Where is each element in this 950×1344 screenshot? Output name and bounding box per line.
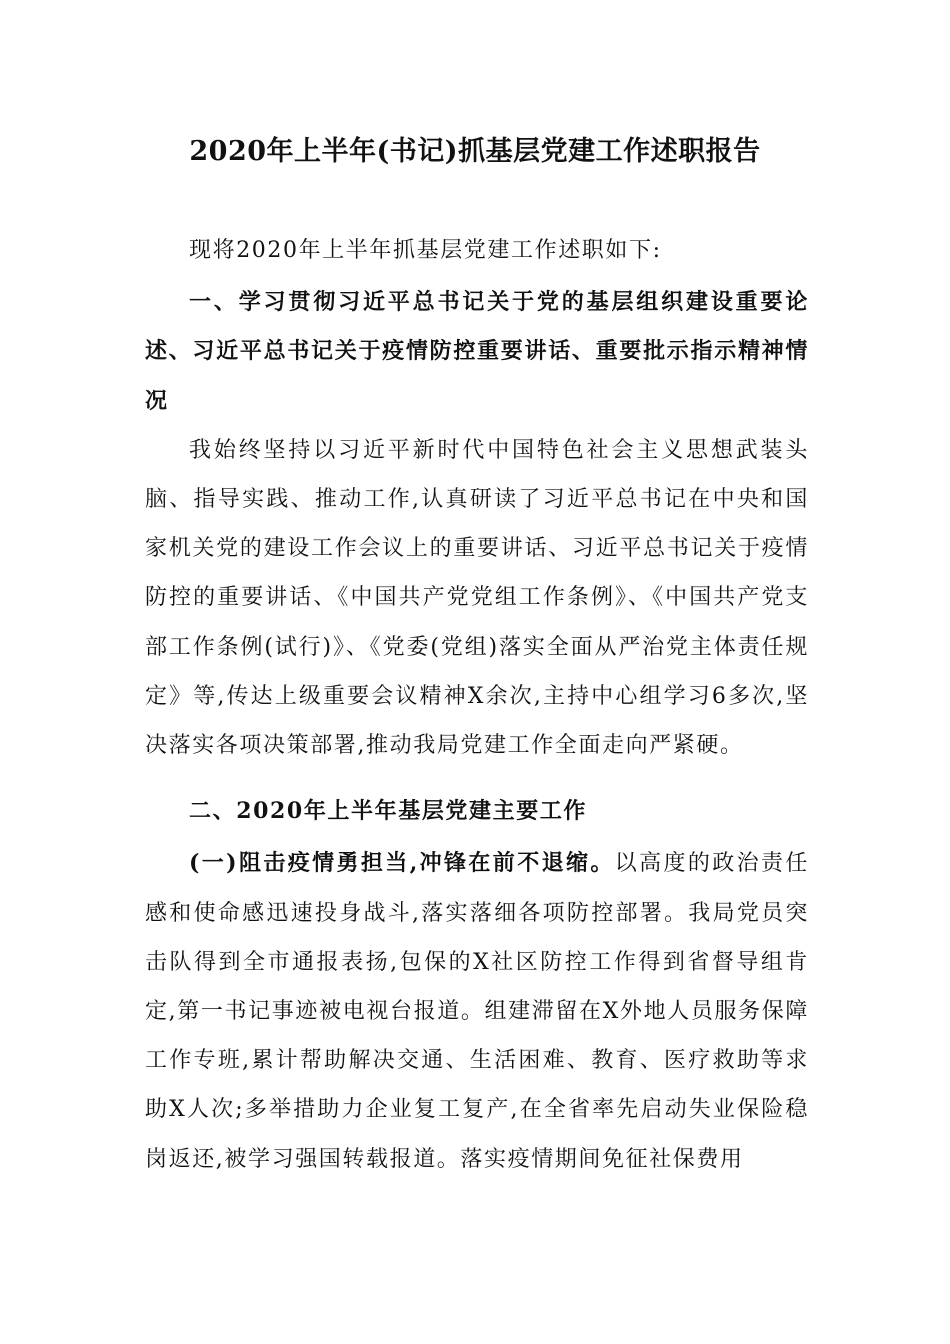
intro-paragraph: 现将2020年上半年抓基层党建工作述职如下: — [189, 238, 662, 263]
subsection-1-text: 以高度的政治责任感和使命感迅速投身战斗,落实落细各项防控部署。我局党员突击队得到全市通报表扬,包保的X社区防控工作得到省督导组肯定,第一书记事迹被电视台报道。组建滞留在X外地人员服务保障工作专班,累计帮助解决交通、生活困难、教育、医疗救助等求助X人次;多举措助力企业复工复产,在全省率先启动失业保险稳岗返还,被学习强国转载报道。落实疫情期间免征社保费用 — [145, 851, 809, 1172]
subsection-1-paragraph — [145, 839, 809, 1183]
document-body — [145, 226, 809, 1184]
section-1-heading: 一、学习贯彻习近平总书记关于党的基层组织建设重要论述、习近平总书记关于疫情防控重要讲话、重要批示指示精神情况 — [145, 289, 809, 414]
section-1-paragraph: 我始终坚持以习近平新时代中国特色社会主义思想武装头脑、指导实践、推动工作,认真研读了习近平总书记在中央和国家机关党的建设工作会议上的重要讲话、习近平总书记关于疫情防控的重要讲话、《中国共产党党组工作条例》、《中国共产党支部工作条例(试行)》、《党委(党组)落实全面从严治党主体责任规定》等,传达上级重要会议精神X余次,主持中心组学习6多次,坚决落实各项决策部署,推动我局党建工作全面走向严紧硬。 — [145, 437, 809, 759]
document-title: 2020年上半年(书记)抓基层党建工作述职报告 — [189, 136, 761, 167]
section-2-heading: 二、2020年上半年基层党建主要工作 — [189, 798, 588, 825]
subsection-1-heading: (一)阻击疫情勇担当,冲锋在前不退缩。 — [189, 850, 615, 877]
